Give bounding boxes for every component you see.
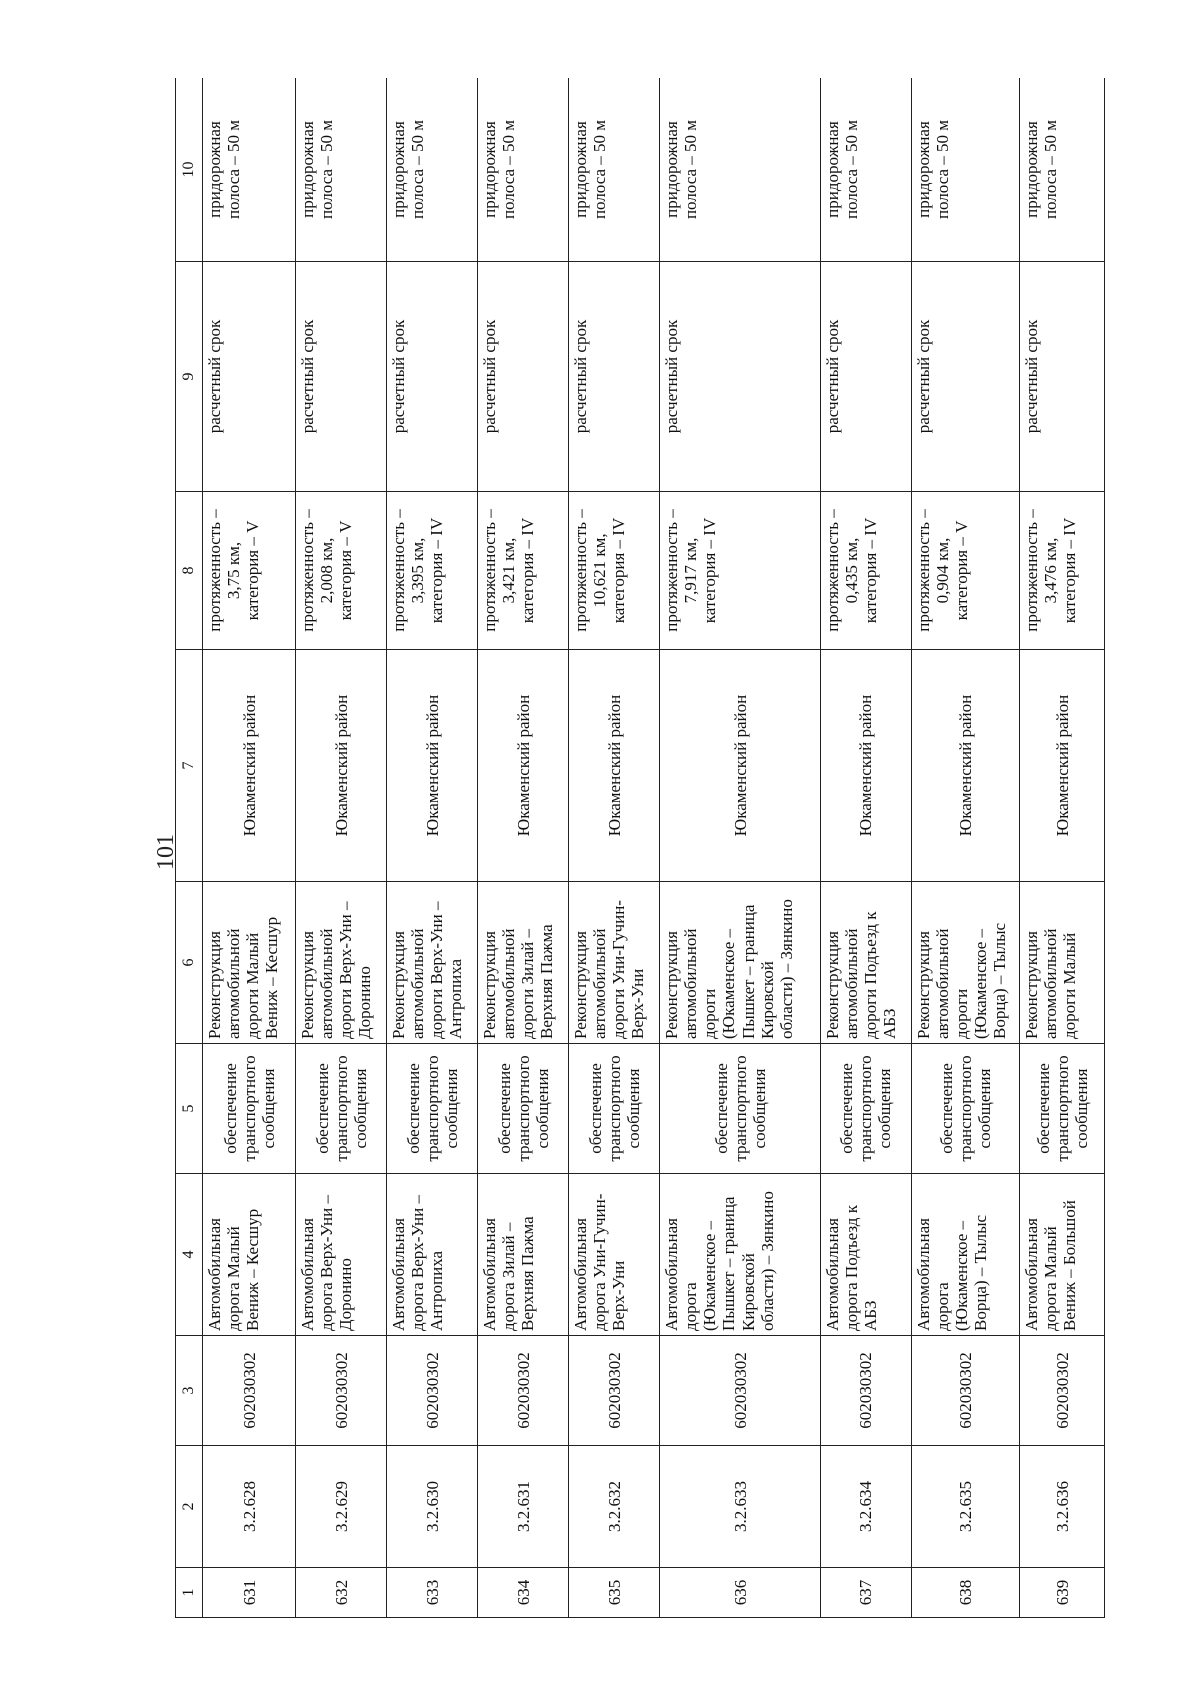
event-line: Пышкет – граница bbox=[738, 904, 758, 1039]
term-cell: расчетный срок bbox=[296, 262, 387, 492]
oktmo-cell: 602030302 bbox=[387, 1336, 478, 1446]
characteristics-line: 3,476 км, bbox=[1041, 537, 1061, 604]
purpose-line: транспортного bbox=[956, 1055, 976, 1162]
characteristics-line: 0,904 км, bbox=[932, 537, 952, 604]
zone-cell bbox=[660, 78, 820, 262]
event-line: Реконструкция bbox=[205, 930, 224, 1039]
page-number: 101 bbox=[152, 834, 179, 870]
object-name-line: Автомобильная bbox=[822, 1218, 842, 1331]
zone-line: полоса – 50 м bbox=[499, 119, 519, 220]
characteristics-line: протяженность – bbox=[1022, 509, 1042, 632]
object-name-line: Вениж – Кесшур bbox=[243, 1208, 263, 1331]
purpose-line: сообщения bbox=[532, 1068, 552, 1149]
district-cell: Юкаменский район bbox=[1020, 650, 1105, 882]
event-line: Реконструкция bbox=[822, 930, 842, 1039]
event-line: автомобильной bbox=[224, 928, 244, 1039]
row-number-cell: 637 bbox=[820, 1568, 911, 1618]
object-name-cell bbox=[296, 1174, 387, 1336]
code-cell: 3.2.629 bbox=[296, 1446, 387, 1568]
object-name-cell bbox=[478, 1174, 569, 1336]
object-name-line: Верхняя Пажма bbox=[518, 1216, 538, 1331]
object-name-cell bbox=[387, 1174, 478, 1336]
characteristics-line: категория – V bbox=[951, 520, 971, 621]
object-name-line: Пышкет – граница bbox=[719, 1196, 739, 1331]
event-line: дороги Уни-Гучин- bbox=[609, 900, 629, 1039]
row-number-cell: 636 bbox=[660, 1568, 820, 1618]
object-name-cell bbox=[1020, 1174, 1105, 1336]
col-header-3: 3 bbox=[176, 1336, 203, 1446]
district-cell: Юкаменский район bbox=[387, 650, 478, 882]
object-name-line: Автомобильная bbox=[662, 1218, 682, 1331]
zone-line: полоса – 50 м bbox=[681, 119, 701, 220]
purpose-cell bbox=[1020, 1044, 1105, 1174]
purpose-cell bbox=[569, 1044, 660, 1174]
event-line: Реконструкция bbox=[389, 930, 409, 1039]
event-line: Реконструкция bbox=[1022, 930, 1042, 1039]
table-row bbox=[660, 78, 820, 1618]
row-number-cell: 631 bbox=[203, 1568, 296, 1618]
oktmo-cell: 602030302 bbox=[296, 1336, 387, 1446]
term-cell: расчетный срок bbox=[569, 262, 660, 492]
oktmo-cell: 602030302 bbox=[820, 1336, 911, 1446]
purpose-line: сообщения bbox=[975, 1068, 995, 1149]
zone-line: придорожная bbox=[662, 121, 682, 218]
zone-line: полоса – 50 м bbox=[1041, 119, 1061, 220]
oktmo-cell: 602030302 bbox=[1020, 1336, 1105, 1446]
purpose-line: транспортного bbox=[856, 1055, 876, 1162]
table-body bbox=[203, 78, 1105, 1618]
zone-cell bbox=[911, 78, 1020, 262]
event-line: автомобильной bbox=[499, 928, 519, 1039]
characteristics-cell bbox=[478, 492, 569, 650]
characteristics-line: категория – IV bbox=[1060, 517, 1080, 624]
event-line: (Юкаменское – bbox=[970, 928, 990, 1039]
code-cell: 3.2.636 bbox=[1020, 1446, 1105, 1568]
purpose-line: обеспечение bbox=[937, 1063, 957, 1154]
term-cell: расчетный срок bbox=[203, 262, 296, 492]
header-row bbox=[176, 78, 203, 1618]
event-line: автомобильной bbox=[932, 928, 952, 1039]
event-cell bbox=[387, 882, 478, 1044]
purpose-line: сообщения bbox=[623, 1068, 643, 1149]
purpose-line: транспортного bbox=[422, 1055, 442, 1162]
object-name-line: Автомобильная bbox=[571, 1218, 591, 1331]
zone-line: придорожная bbox=[298, 121, 318, 218]
row-number-cell: 638 bbox=[911, 1568, 1020, 1618]
col-header-7: 7 bbox=[176, 650, 203, 882]
term-cell: расчетный срок bbox=[911, 262, 1020, 492]
event-line: дороги bbox=[951, 988, 971, 1039]
object-name-line: Верх-Уни bbox=[609, 1260, 629, 1331]
object-name-line: Автомобильная bbox=[298, 1218, 318, 1331]
event-line: дороги Малый bbox=[243, 932, 263, 1039]
object-name-line: (Юкаменское – bbox=[700, 1220, 720, 1331]
code-cell: 3.2.632 bbox=[569, 1446, 660, 1568]
object-name-line: АБЗ bbox=[860, 1300, 880, 1331]
object-name-line: дорога Зилай – bbox=[499, 1222, 519, 1331]
object-name-cell bbox=[820, 1174, 911, 1336]
code-cell: 3.2.631 bbox=[478, 1446, 569, 1568]
district-cell: Юкаменский район bbox=[296, 650, 387, 882]
event-line: АБЗ bbox=[879, 1008, 899, 1039]
row-number-cell: 633 bbox=[387, 1568, 478, 1618]
table-row bbox=[1020, 78, 1105, 1618]
zone-line: придорожная bbox=[822, 121, 842, 218]
event-line: дороги Малый bbox=[1060, 932, 1080, 1039]
purpose-line: сообщения bbox=[749, 1068, 769, 1149]
event-line: Вениж – Кесшур bbox=[262, 916, 282, 1039]
event-line: Реконструкция bbox=[913, 930, 933, 1039]
zone-line: полоса – 50 м bbox=[932, 119, 952, 220]
term-cell: расчетный срок bbox=[1020, 262, 1105, 492]
characteristics-line: 2,008 км, bbox=[317, 537, 337, 604]
purpose-line: транспортного bbox=[604, 1055, 624, 1162]
table-viewport bbox=[175, 78, 1105, 1618]
oktmo-cell: 602030302 bbox=[478, 1336, 569, 1446]
object-name-line: Автомобильная bbox=[389, 1218, 409, 1331]
event-line: Верхняя Пажма bbox=[537, 924, 557, 1039]
purpose-line: обеспечение bbox=[403, 1063, 423, 1154]
purpose-cell bbox=[387, 1044, 478, 1174]
purpose-cell bbox=[478, 1044, 569, 1174]
object-name-cell bbox=[203, 1174, 296, 1336]
col-header-5: 5 bbox=[176, 1044, 203, 1174]
event-line: (Юкаменское – bbox=[719, 928, 739, 1039]
event-line: автомобильной bbox=[1041, 928, 1061, 1039]
purpose-line: обеспечение bbox=[494, 1063, 514, 1154]
characteristics-cell bbox=[911, 492, 1020, 650]
object-name-line: дорога Уни-Гучин- bbox=[590, 1193, 610, 1331]
zone-line: придорожная bbox=[480, 121, 500, 218]
event-line: Кировской bbox=[757, 961, 777, 1039]
event-line: Верх-Уни bbox=[628, 968, 648, 1039]
table-row bbox=[911, 78, 1020, 1618]
oktmo-cell: 602030302 bbox=[203, 1336, 296, 1446]
purpose-cell bbox=[296, 1044, 387, 1174]
characteristics-line: 3,421 км, bbox=[499, 537, 519, 604]
event-line: Реконструкция bbox=[480, 930, 500, 1039]
characteristics-line: протяженность – bbox=[571, 509, 591, 632]
event-line: Реконструкция bbox=[571, 930, 591, 1039]
district-cell: Юкаменский район bbox=[569, 650, 660, 882]
event-cell bbox=[203, 882, 296, 1044]
col-header-4: 4 bbox=[176, 1174, 203, 1336]
object-name-line: дорога Малый bbox=[1041, 1226, 1061, 1331]
event-cell bbox=[1020, 882, 1105, 1044]
characteristics-cell bbox=[1020, 492, 1105, 650]
code-cell: 3.2.634 bbox=[820, 1446, 911, 1568]
row-number-cell: 634 bbox=[478, 1568, 569, 1618]
characteristics-cell bbox=[660, 492, 820, 650]
zone-line: придорожная bbox=[571, 121, 591, 218]
event-line: автомобильной bbox=[408, 928, 428, 1039]
object-name-line: Автомобильная bbox=[913, 1218, 933, 1331]
purpose-cell bbox=[820, 1044, 911, 1174]
object-name-line: дорога bbox=[932, 1282, 952, 1331]
term-cell: расчетный срок bbox=[820, 262, 911, 492]
code-cell: 3.2.635 bbox=[911, 1446, 1020, 1568]
characteristics-cell bbox=[203, 492, 296, 650]
characteristics-cell bbox=[387, 492, 478, 650]
purpose-line: обеспечение bbox=[585, 1063, 605, 1154]
event-line: Антропиха bbox=[446, 958, 466, 1039]
object-name-line: (Юкаменское – bbox=[951, 1220, 971, 1331]
event-line: автомобильной bbox=[317, 928, 337, 1039]
col-header-10: 10 bbox=[176, 78, 203, 262]
code-cell: 3.2.630 bbox=[387, 1446, 478, 1568]
purpose-line: обеспечение bbox=[1033, 1063, 1053, 1154]
event-line: дороги bbox=[700, 988, 720, 1039]
purpose-line: обеспечение bbox=[220, 1063, 240, 1154]
object-name-cell bbox=[911, 1174, 1020, 1336]
characteristics-line: протяженность – bbox=[662, 509, 682, 632]
event-cell bbox=[569, 882, 660, 1044]
characteristics-cell bbox=[569, 492, 660, 650]
event-line: автомобильной bbox=[841, 928, 861, 1039]
object-name-cell bbox=[569, 1174, 660, 1336]
purpose-line: сообщения bbox=[875, 1068, 895, 1149]
event-line: Ворца) – Тылыс bbox=[989, 922, 1009, 1039]
object-name-line: дорога Подъезд к bbox=[841, 1205, 861, 1331]
characteristics-line: протяженность – bbox=[822, 509, 842, 632]
object-name-line: Кировской bbox=[738, 1253, 758, 1331]
purpose-line: сообщения bbox=[1071, 1068, 1091, 1149]
object-name-line: дорога Верх-Уни – bbox=[408, 1195, 428, 1331]
characteristics-line: 3,75 км, bbox=[224, 541, 244, 600]
zone-line: придорожная bbox=[389, 121, 409, 218]
purpose-line: сообщения bbox=[441, 1068, 461, 1149]
characteristics-line: категория – IV bbox=[609, 517, 629, 624]
characteristics-line: протяженность – bbox=[205, 509, 224, 632]
zone-line: полоса – 50 м bbox=[408, 119, 428, 220]
purpose-line: транспортного bbox=[239, 1055, 259, 1162]
characteristics-line: протяженность – bbox=[389, 509, 409, 632]
code-cell: 3.2.628 bbox=[203, 1446, 296, 1568]
characteristics-line: 3,395 км, bbox=[408, 537, 428, 604]
purpose-line: транспортного bbox=[513, 1055, 533, 1162]
characteristics-line: категория – IV bbox=[700, 517, 720, 624]
characteristics-line: категория – IV bbox=[860, 517, 880, 624]
characteristics-line: 10,621 км, bbox=[590, 533, 610, 608]
objects-table bbox=[175, 78, 1105, 1618]
purpose-line: сообщения bbox=[350, 1068, 370, 1149]
table-row bbox=[820, 78, 911, 1618]
event-line: дороги Верх-Уни – bbox=[427, 901, 447, 1039]
zone-line: придорожная bbox=[913, 121, 933, 218]
row-number-cell: 632 bbox=[296, 1568, 387, 1618]
object-name-line: Антропиха bbox=[427, 1250, 447, 1331]
event-cell bbox=[911, 882, 1020, 1044]
characteristics-line: протяженность – bbox=[480, 509, 500, 632]
col-header-2: 2 bbox=[176, 1446, 203, 1568]
zone-cell bbox=[478, 78, 569, 262]
zone-cell bbox=[569, 78, 660, 262]
object-name-line: Автомобильная bbox=[205, 1218, 224, 1331]
event-line: Реконструкция bbox=[298, 930, 318, 1039]
district-cell: Юкаменский район bbox=[911, 650, 1020, 882]
col-header-9: 9 bbox=[176, 262, 203, 492]
row-number-cell: 635 bbox=[569, 1568, 660, 1618]
purpose-line: сообщения bbox=[258, 1068, 278, 1149]
object-name-line: Вениж – Большой bbox=[1060, 1200, 1080, 1331]
characteristics-line: 0,435 км, bbox=[841, 537, 861, 604]
characteristics-cell bbox=[296, 492, 387, 650]
purpose-line: обеспечение bbox=[711, 1063, 731, 1154]
event-cell bbox=[478, 882, 569, 1044]
table-row bbox=[478, 78, 569, 1618]
object-name-line: Автомобильная bbox=[480, 1218, 500, 1331]
oktmo-cell: 602030302 bbox=[911, 1336, 1020, 1446]
term-cell: расчетный срок bbox=[660, 262, 820, 492]
zone-cell bbox=[203, 78, 296, 262]
object-name-line: Ворца) – Тылыс bbox=[970, 1214, 990, 1331]
col-header-8: 8 bbox=[176, 492, 203, 650]
event-line: области) – Зянкино bbox=[776, 899, 796, 1039]
event-line: автомобильной bbox=[590, 928, 610, 1039]
district-cell: Юкаменский район bbox=[203, 650, 296, 882]
purpose-cell bbox=[911, 1044, 1020, 1174]
characteristics-line: категория – V bbox=[243, 520, 263, 621]
event-line: автомобильной bbox=[681, 928, 701, 1039]
object-name-cell bbox=[660, 1174, 820, 1336]
object-name-line: Доронино bbox=[336, 1258, 356, 1331]
rotated-table-container bbox=[175, 78, 1105, 1618]
object-name-line: Автомобильная bbox=[1022, 1218, 1042, 1331]
district-cell: Юкаменский район bbox=[820, 650, 911, 882]
col-header-6: 6 bbox=[176, 882, 203, 1044]
characteristics-line: категория – V bbox=[336, 520, 356, 621]
event-cell bbox=[660, 882, 820, 1044]
event-cell bbox=[820, 882, 911, 1044]
object-name-line: дорога bbox=[681, 1282, 701, 1331]
object-name-line: дорога Верх-Уни – bbox=[317, 1195, 337, 1331]
characteristics-line: протяженность – bbox=[913, 509, 933, 632]
code-cell: 3.2.633 bbox=[660, 1446, 820, 1568]
row-number-cell: 639 bbox=[1020, 1568, 1105, 1618]
object-name-line: области) – Зянкино bbox=[757, 1191, 777, 1331]
zone-cell bbox=[1020, 78, 1105, 262]
district-cell: Юкаменский район bbox=[478, 650, 569, 882]
object-name-line: дорога Малый bbox=[224, 1226, 244, 1331]
characteristics-line: 7,917 км, bbox=[681, 537, 701, 604]
zone-cell bbox=[387, 78, 478, 262]
table-row bbox=[203, 78, 296, 1618]
event-line: Реконструкция bbox=[662, 930, 682, 1039]
purpose-line: транспортного bbox=[1052, 1055, 1072, 1162]
col-header-1: 1 bbox=[176, 1568, 203, 1618]
characteristics-line: протяженность – bbox=[298, 509, 318, 632]
term-cell: расчетный срок bbox=[478, 262, 569, 492]
zone-line: придорожная bbox=[1022, 121, 1042, 218]
event-line: дороги Верх-Уни – bbox=[336, 901, 356, 1039]
characteristics-cell bbox=[820, 492, 911, 650]
oktmo-cell: 602030302 bbox=[660, 1336, 820, 1446]
purpose-line: обеспечение bbox=[312, 1063, 332, 1154]
zone-line: полоса – 50 м bbox=[590, 119, 610, 220]
zone-cell bbox=[296, 78, 387, 262]
purpose-cell bbox=[203, 1044, 296, 1174]
table-row bbox=[387, 78, 478, 1618]
characteristics-line: категория – IV bbox=[427, 517, 447, 624]
characteristics-line: категория – IV bbox=[518, 517, 538, 624]
event-line: дороги Зилай – bbox=[518, 929, 538, 1039]
zone-line: полоса – 50 м bbox=[317, 119, 337, 220]
table-row bbox=[569, 78, 660, 1618]
purpose-line: обеспечение bbox=[837, 1063, 857, 1154]
event-cell bbox=[296, 882, 387, 1044]
zone-cell bbox=[820, 78, 911, 262]
district-cell: Юкаменский район bbox=[660, 650, 820, 882]
table-row bbox=[296, 78, 387, 1618]
purpose-cell bbox=[660, 1044, 820, 1174]
event-line: Доронино bbox=[355, 966, 375, 1039]
event-line: дороги Подъезд к bbox=[860, 911, 880, 1039]
zone-line: полоса – 50 м bbox=[841, 119, 861, 220]
zone-line: полоса – 50 м bbox=[224, 119, 244, 220]
oktmo-cell: 602030302 bbox=[569, 1336, 660, 1446]
purpose-line: транспортного bbox=[730, 1055, 750, 1162]
zone-line: придорожная bbox=[205, 121, 224, 218]
purpose-line: транспортного bbox=[331, 1055, 351, 1162]
term-cell: расчетный срок bbox=[387, 262, 478, 492]
